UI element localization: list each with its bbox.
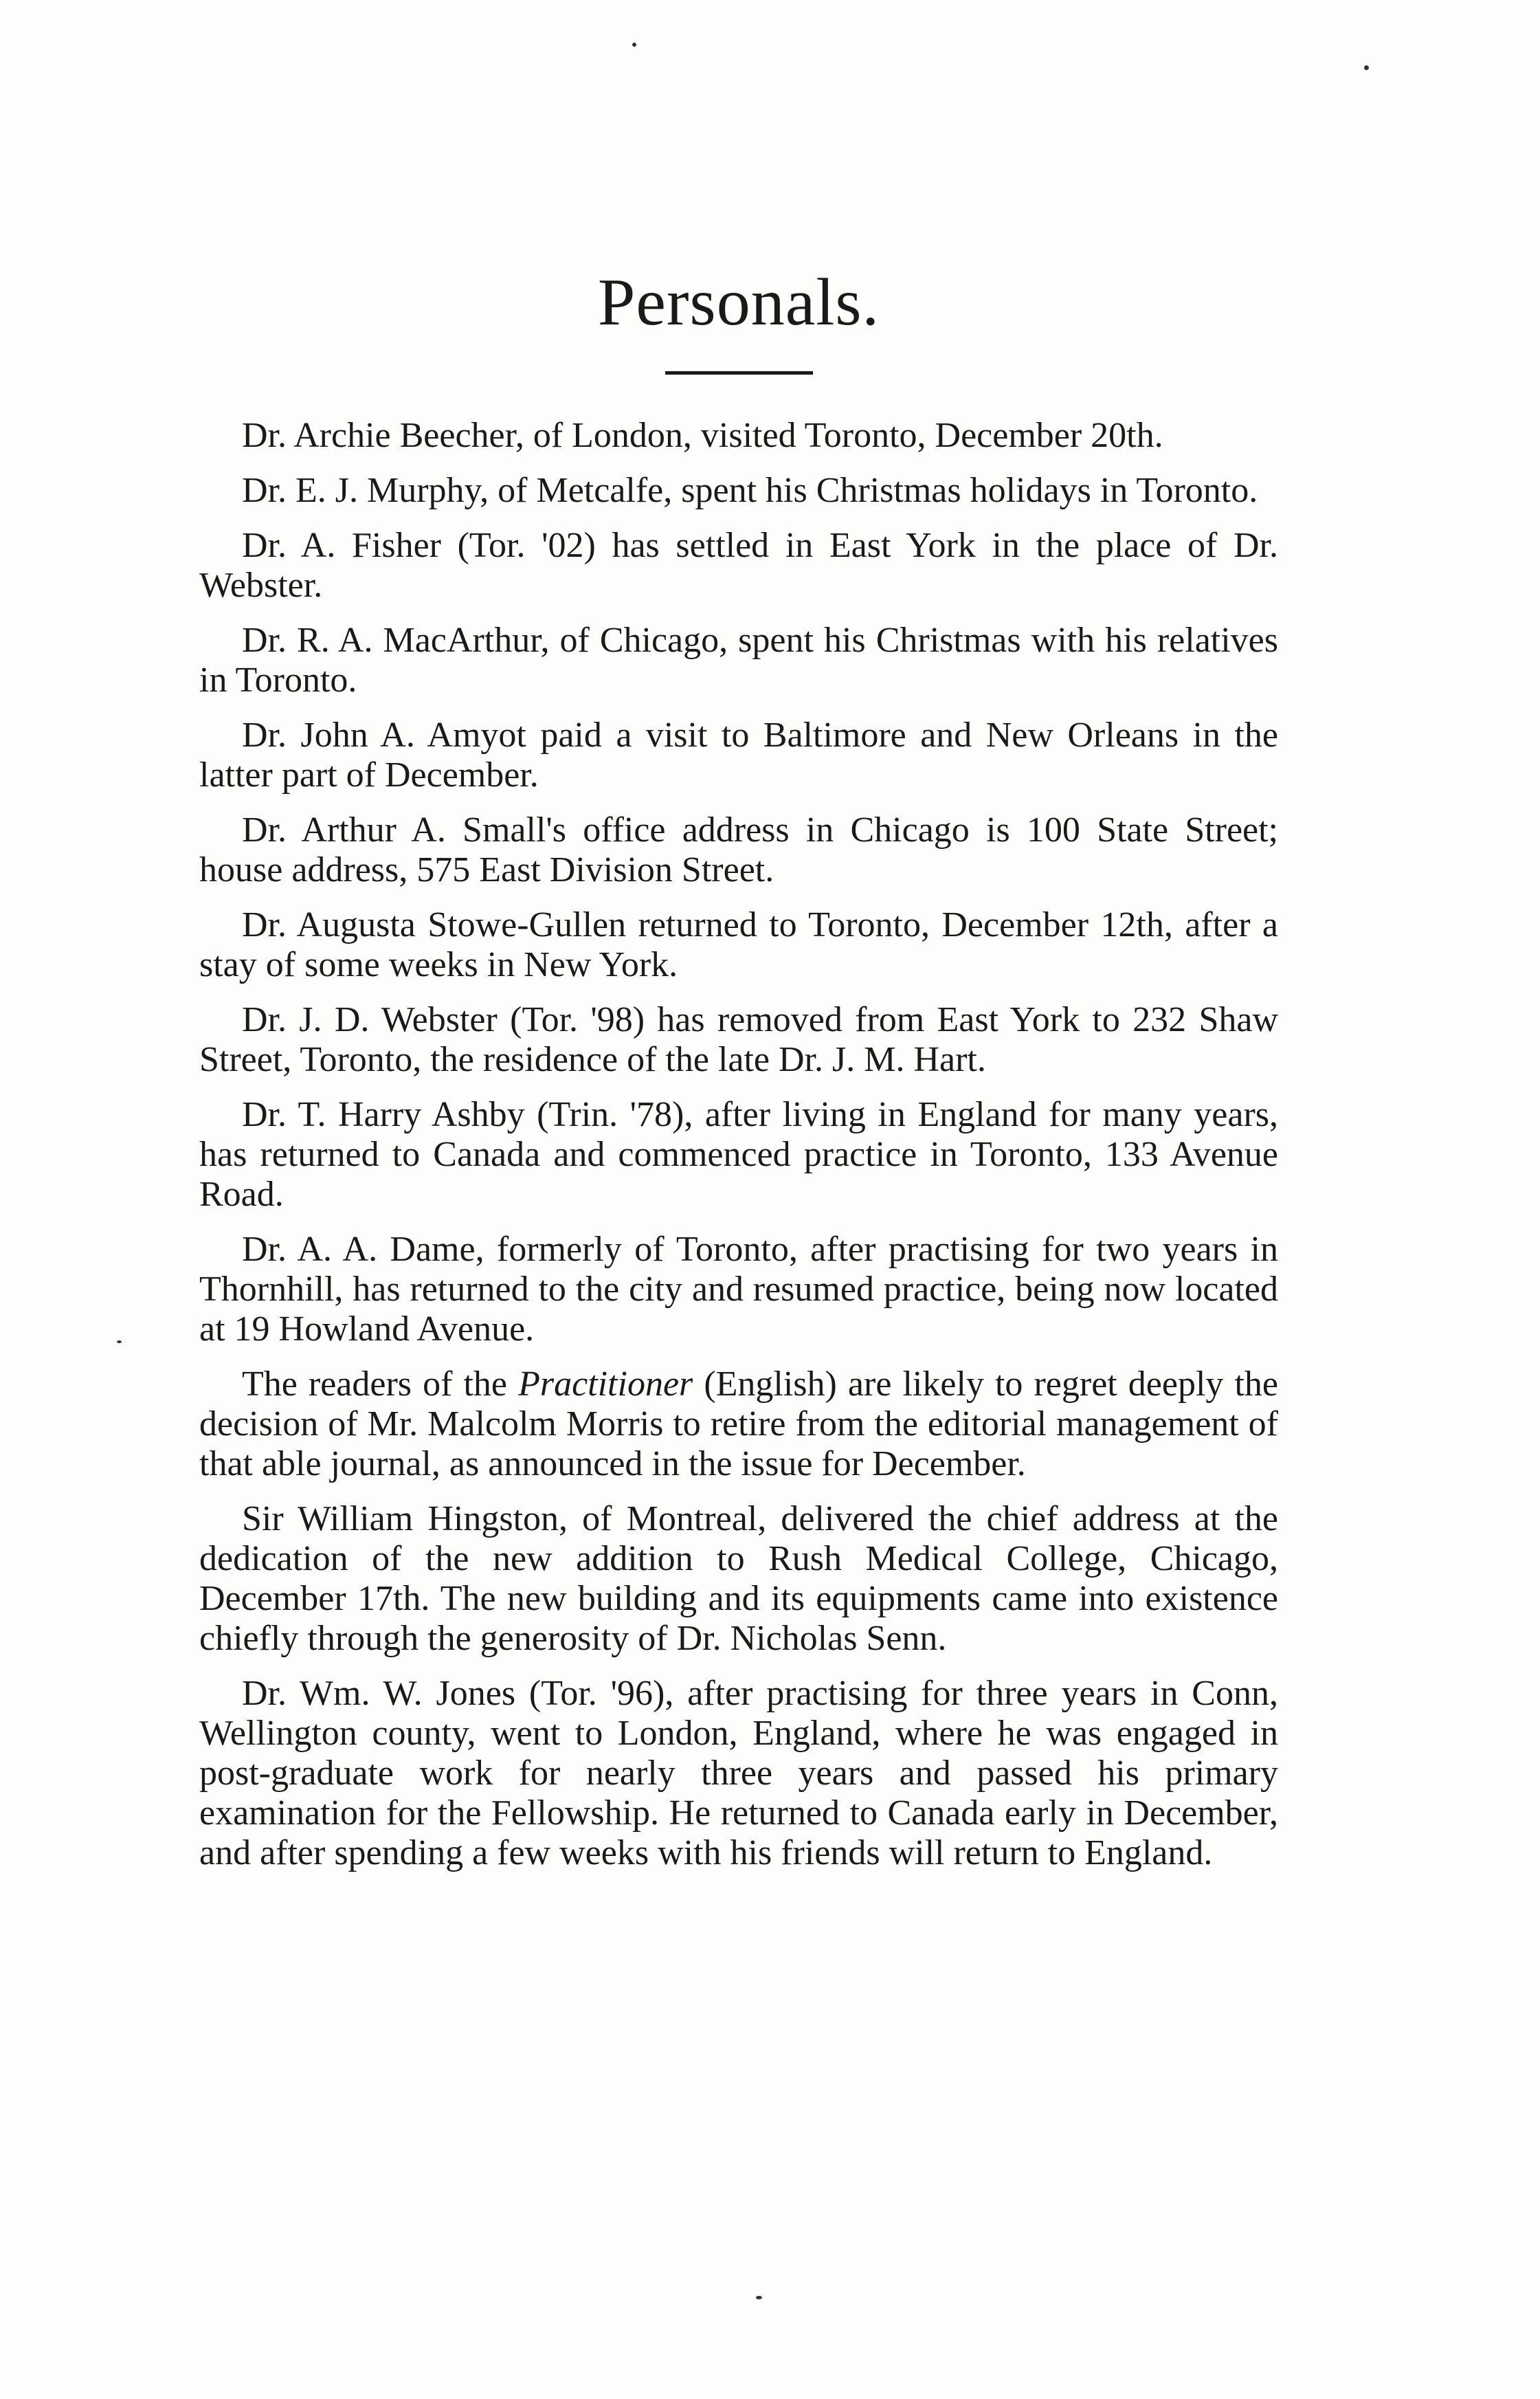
practitioner-text-before: The readers of the — [242, 1364, 519, 1404]
paragraph-stowe-gullen: Dr. Augusta Stowe-Gullen returned to Toronto, December 12th, after a stay of some weeks in New York. — [199, 905, 1278, 984]
paragraph-hingston: Sir William Hingston, of Montreal, delivered the chief address at the dedication of the new addition to Rush Medical College, Chicago, December 17th. The new building and its equipments came into existence chiefly through the generosity of Dr. Nicholas Senn. — [199, 1499, 1278, 1658]
paragraph-macarthur: Dr. R. A. MacArthur, of Chicago, spent his Christmas with his relatives in Toronto. — [199, 621, 1278, 700]
practitioner-text-after: (English) are likely to regret deeply the decision of Mr. Malcolm Morris to retire from the editorial management of that able journal, as announced in the issue for December. — [199, 1364, 1279, 1483]
speck-mark — [117, 1340, 122, 1343]
document-page — [199, 261, 1278, 1888]
title-divider — [665, 371, 813, 375]
practitioner-journal-name: Practitioner — [518, 1364, 693, 1404]
paragraph-jones: Dr. Wm. W. Jones (Tor. '96), after practising for three years in Conn, Wellington county, went to London, England, where he was engaged in post-graduate work for nearly three years and passed his primary examination for the Fellowship. He returned to Canada early in December, and after spending a few weeks with his friends will return to England. — [199, 1674, 1278, 1872]
paragraph-murphy: Dr. E. J. Murphy, of Metcalfe, spent his Christmas holidays in Toronto. — [242, 471, 1258, 510]
paragraph-dame: Dr. A. A. Dame, formerly of Toronto, after practising for two years in Thornhill, has returned to the city and resumed practice, being now located at 19 Howland Avenue. — [199, 1230, 1278, 1349]
paragraph-practitioner — [199, 1364, 1278, 1484]
paragraph-ashby: Dr. T. Harry Ashby (Trin. '78), after living in England for many years, has returned to Canada and commenced practice in Toronto, 133 Avenue Road. — [199, 1095, 1278, 1214]
paragraph-webster: Dr. J. D. Webster (Tor. '98) has removed from East York to 232 Shaw Street, Toronto, the residence of the late Dr. J. M. Hart. — [199, 1000, 1278, 1079]
speck-mark — [756, 2296, 762, 2299]
paragraph-beecher: Dr. Archie Beecher, of London, visited Toronto, December 20th. — [242, 416, 1163, 455]
paragraph-fisher: Dr. A. Fisher (Tor. '02) has settled in East York in the place of Dr. Webster. — [199, 526, 1278, 605]
speck-mark — [632, 43, 636, 47]
speck-mark — [1364, 65, 1369, 70]
paragraph-amyot: Dr. John A. Amyot paid a visit to Baltimore and New Orleans in the latter part of December. — [199, 716, 1278, 795]
paragraph-small: Dr. Arthur A. Small's office address in Chicago is 100 State Street; house address, 575 East Division Street. — [199, 810, 1278, 889]
page-title: Personals. — [597, 265, 880, 340]
